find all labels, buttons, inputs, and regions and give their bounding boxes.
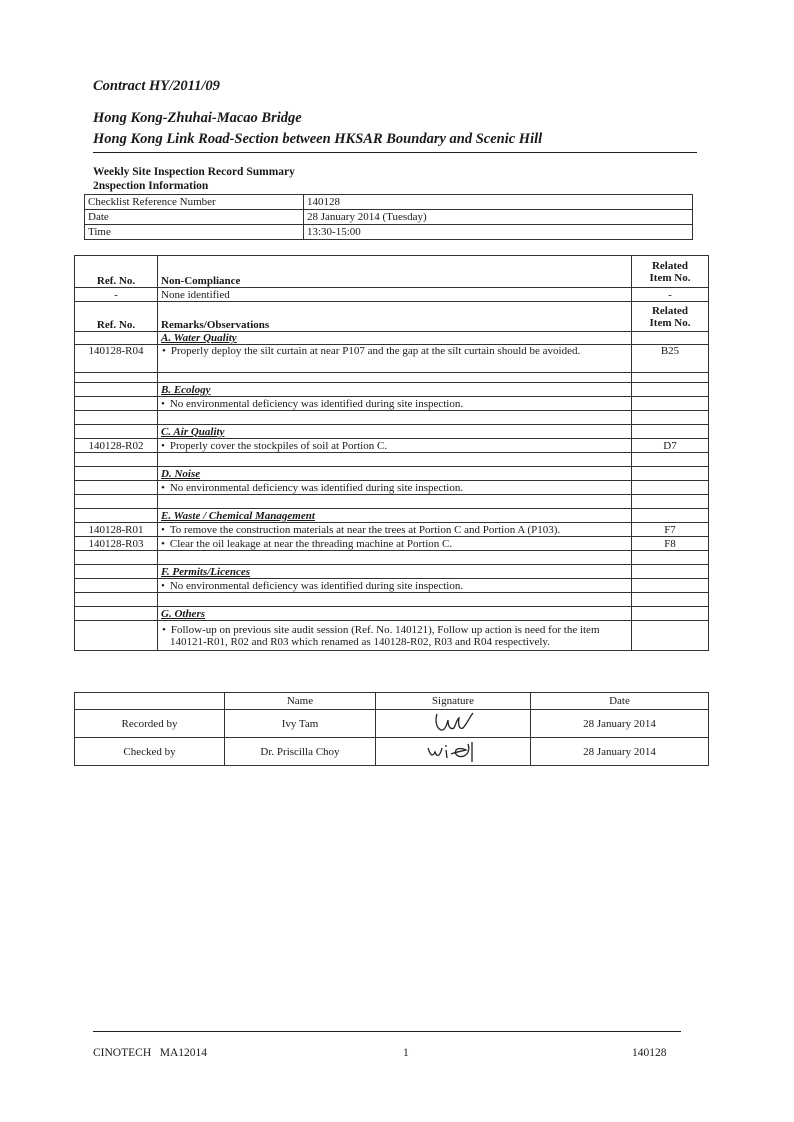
spacer-row bbox=[75, 411, 709, 425]
inspection-table bbox=[74, 255, 709, 651]
section-title: G. Others bbox=[158, 607, 632, 621]
inspection-info-table bbox=[84, 194, 693, 240]
section-title: Hong Kong Link Road-Section between HKSAR Boundary and Scenic Hill bbox=[93, 131, 543, 147]
spacer-row bbox=[75, 551, 709, 565]
signoff-header-row bbox=[75, 693, 709, 710]
signature-cell bbox=[376, 710, 531, 738]
spacer-row bbox=[75, 453, 709, 467]
header-related-line2: Item No. bbox=[649, 271, 691, 284]
remark-body: Properly cover the stockpiles of soil at Portion C. bbox=[169, 439, 388, 452]
table-row bbox=[75, 397, 709, 411]
section-row-noise bbox=[75, 467, 709, 481]
bullet-icon bbox=[161, 482, 170, 494]
table-row bbox=[75, 621, 709, 651]
header-non-compliance: Non-Compliance bbox=[158, 256, 632, 288]
nc-ref: - bbox=[75, 288, 158, 302]
bullet-icon bbox=[161, 580, 170, 592]
section-title: C. Air Quality bbox=[158, 425, 632, 439]
table-row bbox=[75, 537, 709, 551]
remark-body: No environmental deficiency was identified during site inspection. bbox=[169, 579, 464, 592]
info-value: 13:30-15:00 bbox=[304, 225, 693, 240]
section-title: D. Noise bbox=[158, 467, 632, 481]
bullet-icon bbox=[162, 624, 171, 636]
info-value: 140128 bbox=[304, 195, 693, 210]
table-row bbox=[75, 481, 709, 495]
signoff-row bbox=[75, 710, 709, 738]
section-row-air-quality bbox=[75, 425, 709, 439]
spacer-row bbox=[75, 593, 709, 607]
bullet-icon bbox=[161, 440, 170, 452]
header-related-item-2 bbox=[632, 302, 709, 332]
section-row-ecology bbox=[75, 383, 709, 397]
nc-item: - bbox=[632, 288, 709, 302]
remark-body: No environmental deficiency was identified during site inspection. bbox=[169, 397, 464, 410]
section-row-waste bbox=[75, 509, 709, 523]
project-title: Hong Kong-Zhuhai-Macao Bridge bbox=[93, 110, 302, 126]
table-row bbox=[75, 288, 709, 302]
signoff-row bbox=[75, 738, 709, 766]
table-header-row bbox=[75, 302, 709, 332]
footer-divider bbox=[93, 1031, 681, 1032]
info-value: 28 January 2014 (Tuesday) bbox=[304, 210, 693, 225]
remark-text bbox=[158, 481, 632, 495]
bullet-icon bbox=[162, 345, 171, 357]
footer-left: CINOTECH MA12014 bbox=[93, 1047, 208, 1059]
remark-text bbox=[158, 397, 632, 411]
remark-text bbox=[158, 345, 632, 373]
info-label: Date bbox=[85, 210, 304, 225]
info-label: Checklist Reference Number bbox=[85, 195, 304, 210]
related-item: F8 bbox=[632, 537, 709, 551]
related-item: B25 bbox=[632, 345, 709, 373]
record-title: Weekly Site Inspection Record Summary bbox=[93, 166, 295, 178]
info-row bbox=[85, 195, 693, 210]
section-title: B. Ecology bbox=[158, 383, 632, 397]
related-item: F7 bbox=[632, 523, 709, 537]
record-subtitle: 2nspection Information bbox=[93, 180, 209, 192]
ref-no: 140128-R02 bbox=[75, 439, 158, 453]
info-label: Time bbox=[85, 225, 304, 240]
remark-body: Clear the oil leakage at near the threading machine at Portion C. bbox=[169, 537, 453, 550]
remark-body: Follow-up on previous site audit session (Ref. No. 140121), Follow up action is need for the item 140121-R01, R02 and R03 which renamed as 140128-R02, R03 and R04 respectively. bbox=[170, 623, 600, 648]
table-row bbox=[75, 579, 709, 593]
section-title: E. Waste / Chemical Management bbox=[158, 509, 632, 523]
page-number: 1 bbox=[403, 1047, 409, 1059]
info-row bbox=[85, 210, 693, 225]
header-related-line1: Related bbox=[651, 304, 689, 317]
signoff-role: Checked by bbox=[75, 738, 225, 766]
section-row-water-quality bbox=[75, 332, 709, 345]
signature-image bbox=[418, 738, 488, 762]
signoff-date: 28 January 2014 bbox=[531, 738, 709, 766]
signoff-name: Dr. Priscilla Choy bbox=[225, 738, 376, 766]
remark-text bbox=[158, 579, 632, 593]
nc-text: None identified bbox=[158, 288, 632, 302]
ref-no: 140128-R03 bbox=[75, 537, 158, 551]
bullet-icon bbox=[161, 538, 170, 550]
related-item: D7 bbox=[632, 439, 709, 453]
header-remarks: Remarks/Observations bbox=[158, 302, 632, 332]
bullet-icon bbox=[161, 398, 170, 410]
contract-title: Contract HY/2011/09 bbox=[93, 78, 220, 94]
signature-image bbox=[423, 710, 483, 734]
ref-no: 140128-R01 bbox=[75, 523, 158, 537]
remark-text bbox=[158, 537, 632, 551]
remark-text bbox=[158, 439, 632, 453]
header-date: Date bbox=[531, 693, 709, 710]
header-ref-no: Ref. No. bbox=[75, 256, 158, 288]
remark-body: Properly deploy the silt curtain at near P107 and the gap at the silt curtain should be avoided. bbox=[170, 345, 581, 357]
header-signature: Signature bbox=[376, 693, 531, 710]
section-title: A. Water Quality bbox=[158, 332, 632, 345]
header-divider bbox=[93, 152, 697, 153]
table-row bbox=[75, 345, 709, 373]
spacer-row bbox=[75, 373, 709, 383]
spacer-row bbox=[75, 495, 709, 509]
ref-no: 140128-R04 bbox=[75, 345, 158, 373]
info-row bbox=[85, 225, 693, 240]
signoff-date: 28 January 2014 bbox=[531, 710, 709, 738]
table-header-row bbox=[75, 256, 709, 288]
section-row-permits bbox=[75, 565, 709, 579]
table-row bbox=[75, 439, 709, 453]
signature-cell bbox=[376, 738, 531, 766]
signoff-table bbox=[74, 692, 709, 766]
header-name: Name bbox=[225, 693, 376, 710]
header-ref-no-2: Ref. No. bbox=[75, 302, 158, 332]
remark-body: No environmental deficiency was identified during site inspection. bbox=[169, 481, 464, 494]
signoff-name: Ivy Tam bbox=[225, 710, 376, 738]
remark-body: To remove the construction materials at near the trees at Portion C and Portion A (P103). bbox=[169, 523, 561, 536]
remark-text bbox=[158, 523, 632, 537]
signoff-role: Recorded by bbox=[75, 710, 225, 738]
remark-text bbox=[158, 621, 632, 651]
footer-right: 140128 bbox=[632, 1047, 667, 1059]
table-row bbox=[75, 523, 709, 537]
section-title: F. Permits/Licences bbox=[158, 565, 632, 579]
header-related-item bbox=[632, 256, 709, 288]
bullet-icon bbox=[161, 524, 170, 536]
section-row-others bbox=[75, 607, 709, 621]
header-related-line1: Related bbox=[651, 259, 689, 272]
header-related-line2: Item No. bbox=[649, 316, 691, 329]
